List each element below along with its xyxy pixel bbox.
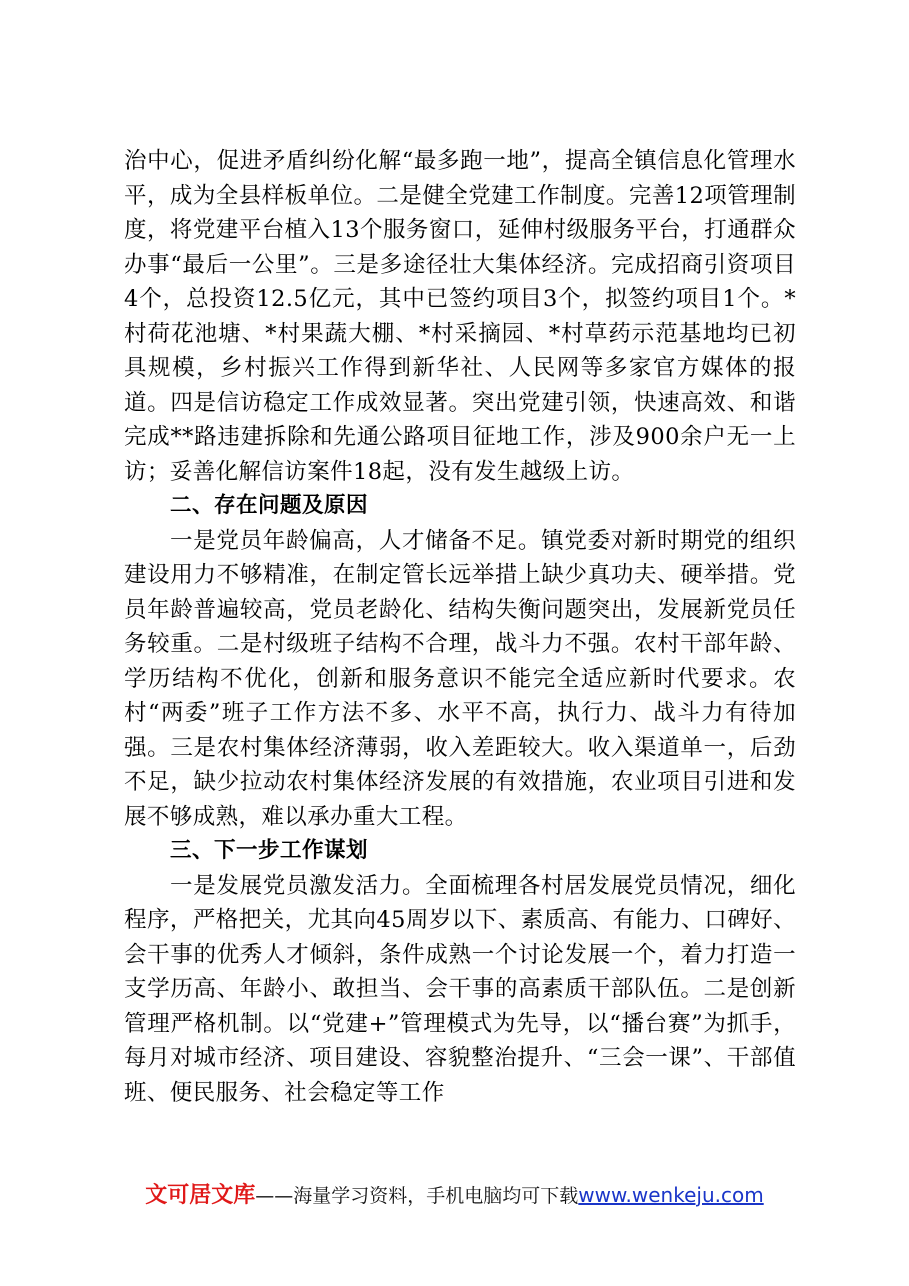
footer-dash: —— — [255, 1185, 294, 1207]
intro-paragraph: 治中心，促进矛盾纠纷化解“最多跑一地”，提高全镇信息化管理水平，成为全县样板单位。二是健全党建工作制度。完善12项管理制度，将党建平台植入13个服务窗口，延伸村级服务平台，打通群众办事“最后一公里”。三是多途径壮大集体经济。完成招商引资项目4个，总投资12.5亿元，其中已签约项目3个，拟签约项目1个。*村荷花池塘、*村果蔬大棚、*村采摘园、*村草药示范基地均已初具规模，乡村振兴工作得到新华社、人民网等多家官方媒体的报道。四是信访稳定工作成效显著。突出党建引领，快速高效、和谐完成**路违建拆除和先通公路项目征地工作，涉及900余户无一上访；妥善化解信访案件18起，没有发生越级上访。 — [124, 148, 796, 485]
footer-tagline: 海量学习资料，手机电脑均可下载 — [293, 1185, 579, 1207]
footer-brand: 文可居文库 — [145, 1183, 256, 1208]
section-heading-problems: 二、存在问题及原因 — [170, 493, 369, 518]
document-body — [124, 144, 796, 1110]
problems-paragraph: 一是党员年龄偏高，人才储备不足。镇党委对新时期党的组织建设用力不够精准，在制定管长远举措上缺少真功夫、硬举措。党员年龄普遍较高，党员老龄化、结构失衡问题突出，发展新党员任务较重。二是村级班子结构不合理，战斗力不强。农村干部年龄、学历结构不优化，创新和服务意识不能完全适应新时代要求。农村“两委”班子工作方法不多、水平不高，执行力、战斗力有待加强。三是农村集体经济薄弱，收入差距较大。收入渠道单一，后劲不足，缺少拉动农村集体经济发展的有效措施，农业项目引进和发展不够成熟，难以承办重大工程。 — [124, 527, 796, 830]
next-steps-paragraph: 一是发展党员激发活力。全面梳理各村居发展党员情况，细化程序，严格把关，尤其向45周岁以下、素质高、有能力、口碑好、会干事的优秀人才倾斜，条件成熟一个讨论发展一个，着力打造一支学历高、年龄小、敢担当、会干事的高素质干部队伍。二是创新管理严格机制。以“党建+”管理模式为先导，以“播台赛”为抓手，每月对城市经济、项目建设、容貌整治提升、“三会一课”、干部值班、便民服务、社会稳定等工作 — [124, 872, 796, 1106]
section-heading-next-steps: 三、下一步工作谋划 — [170, 838, 369, 863]
footer-site-link[interactable]: www.wenkeju.com — [578, 1183, 764, 1207]
footer-watermark — [0, 1180, 909, 1211]
